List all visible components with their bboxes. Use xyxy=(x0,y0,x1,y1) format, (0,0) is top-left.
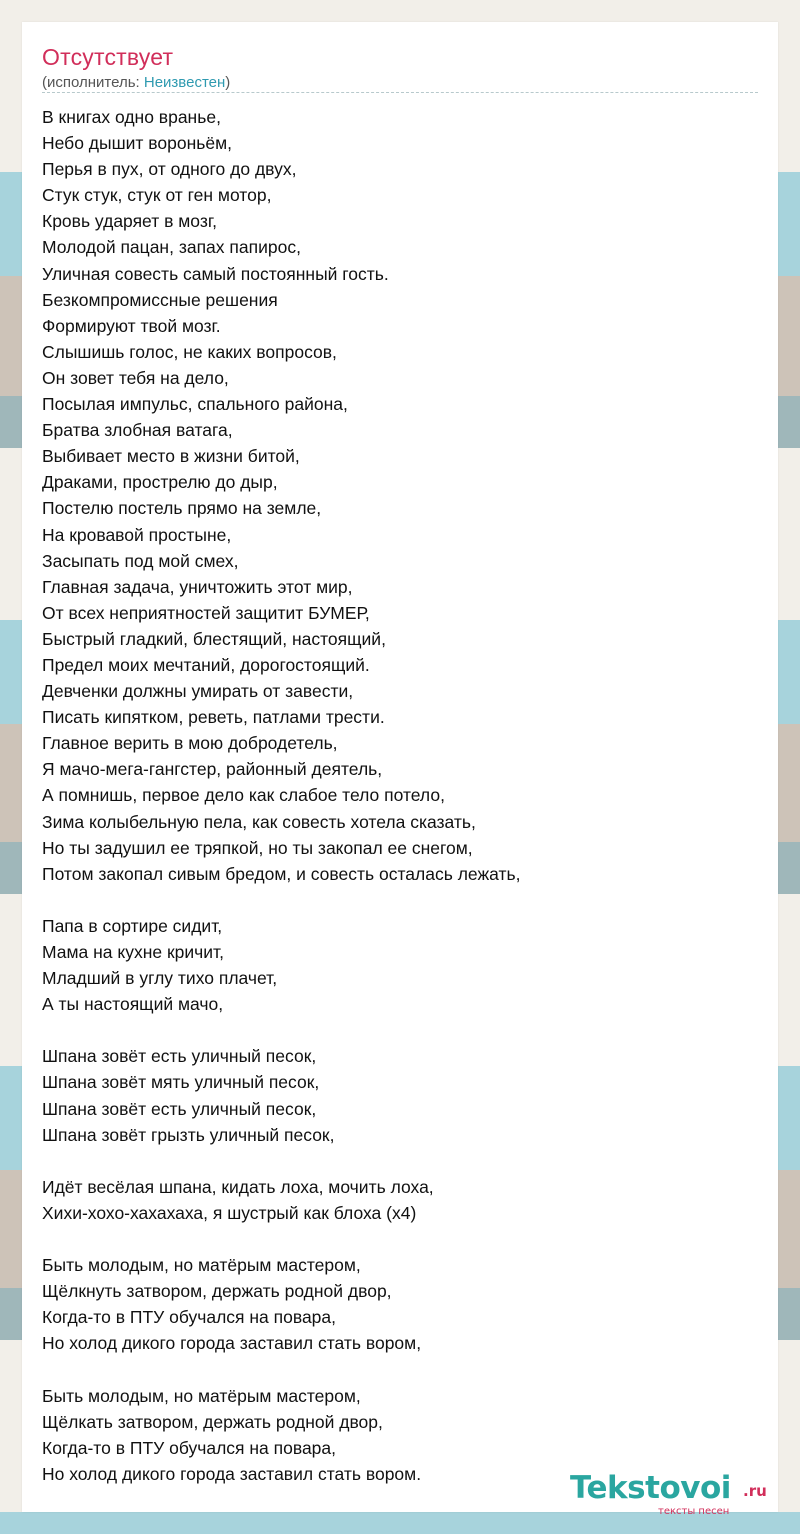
lyric-line: Предел моих мечтаний, дорогостоящий. xyxy=(42,654,370,675)
lyric-line: А ты настоящий мачо, xyxy=(42,994,224,1015)
lyric-line: Кровь ударяет в мозг, xyxy=(42,211,217,232)
artist-line xyxy=(42,74,230,91)
lyric-line: Щёлкнуть затвором, держать родной двор, xyxy=(42,1281,392,1302)
artist-link[interactable]: Неизвестен xyxy=(143,74,226,91)
lyric-line: Драками, прострелю до дыр, xyxy=(42,472,278,493)
lyric-line xyxy=(42,1357,758,1383)
lyric-line: Щёлкать затвором, держать родной двор, xyxy=(42,1411,383,1432)
lyric-line: Он зовет тебя на дело, xyxy=(42,367,229,388)
lyric-line: Быстрый гладкий, блестящий, настоящий, xyxy=(42,628,386,649)
lyric-line: Перья в пух, от одного до двух, xyxy=(42,159,297,180)
lyric-line: А помнишь, первое дело как слабое тело потело, xyxy=(42,785,445,806)
lyric-line: На кровавой простыне, xyxy=(42,524,232,545)
lyric-line: Уличная совесть самый постоянный гость. xyxy=(42,263,389,284)
lyric-line: Шпана зовёт есть уличный песок, xyxy=(42,1046,317,1067)
lyric-line: Формируют твой мозг. xyxy=(42,315,221,336)
artist-prefix: (исполнитель: xyxy=(42,74,144,91)
lyric-line: Молодой пацан, запах папирос, xyxy=(42,237,301,258)
lyric-line: В книгах одно вранье, xyxy=(42,107,221,127)
lyric-line: Слышишь голос, не каких вопросов, xyxy=(42,341,337,362)
lyric-line: Когда-то в ПТУ обучался на повара, xyxy=(42,1437,337,1458)
lyric-line: Девченки должны умирать от завести, xyxy=(42,681,354,702)
lyric-line: Идёт весёлая шпана, кидать лоха, мочить лоха, xyxy=(42,1176,434,1197)
lyric-line: Небо дышит вороньём, xyxy=(42,133,232,154)
lyric-line: Быть молодым, но матёрым мастером, xyxy=(42,1385,361,1406)
lyric-line xyxy=(42,1226,758,1252)
site-logo[interactable] xyxy=(570,1470,780,1520)
lyric-line: Быть молодым, но матёрым мастером, xyxy=(42,1255,361,1276)
title-divider xyxy=(42,92,758,93)
lyric-line: Младший в углу тихо плачет, xyxy=(42,968,278,989)
lyric-line: Братва злобная ватага, xyxy=(42,420,233,441)
lyrics-card xyxy=(22,22,778,1512)
lyric-line: От всех неприятностей защитит БУМЕР, xyxy=(42,602,370,623)
lyric-line: Папа в сортире сидит, xyxy=(42,915,223,936)
lyric-line: Посылая импульс, спального района, xyxy=(42,394,348,415)
lyric-line: Я мачо-мега-гангстер, районный деятель, xyxy=(42,759,383,780)
lyric-line: Но ты задушил ее тряпкой, но ты закопал ее снегом, xyxy=(42,837,473,858)
logo-wordmark: Tekstovoi xyxy=(570,1470,731,1506)
lyric-line: Постелю постель прямо на земле, xyxy=(42,498,322,519)
lyric-line: Стук стук, стук от ген мотор, xyxy=(42,185,272,206)
lyric-line: Выбивает место в жизни битой, xyxy=(42,446,300,467)
lyric-line: Зима колыбельную пела, как совесть хотела сказать, xyxy=(42,811,476,832)
lyric-line: Шпана зовёт мять уличный песок, xyxy=(42,1072,320,1093)
lyrics-text xyxy=(42,104,758,1487)
logo-tld: .ru xyxy=(743,1482,767,1500)
lyric-line: Шпана зовёт грызть уличный песок, xyxy=(42,1124,335,1145)
lyric-line: Потом закопал сивым бредом, и совесть осталась лежать, xyxy=(42,863,521,884)
lyric-line: Засыпать под мой смех, xyxy=(42,550,239,571)
song-title: Отсутствует xyxy=(42,44,174,70)
lyric-line xyxy=(42,887,758,913)
lyric-line: Писать кипятком, реветь, патлами трести. xyxy=(42,707,385,728)
lyric-line: Хихи-хохо-хахахаха, я шустрый как блоха (x4) xyxy=(42,1202,417,1223)
lyric-line: Безкомпромиссные решения xyxy=(42,289,278,310)
lyric-line: Мама на кухне кричит, xyxy=(42,942,224,962)
lyric-line xyxy=(42,1017,758,1043)
lyric-line: Но холод дикого города заставил стать вором, xyxy=(42,1333,422,1354)
lyric-line xyxy=(42,1148,758,1174)
lyric-line: Шпана зовёт есть уличный песок, xyxy=(42,1098,317,1119)
lyric-line: Главное верить в мою добродетель, xyxy=(42,733,338,754)
artist-suffix: ) xyxy=(225,74,231,91)
lyric-line: Главная задача, уничтожить этот мир, xyxy=(42,576,353,597)
lyric-line: Но холод дикого города заставил стать вором. xyxy=(42,1463,422,1484)
lyric-line: Когда-то в ПТУ обучался на повара, xyxy=(42,1307,337,1328)
logo-tagline: тексты песен xyxy=(658,1506,730,1517)
